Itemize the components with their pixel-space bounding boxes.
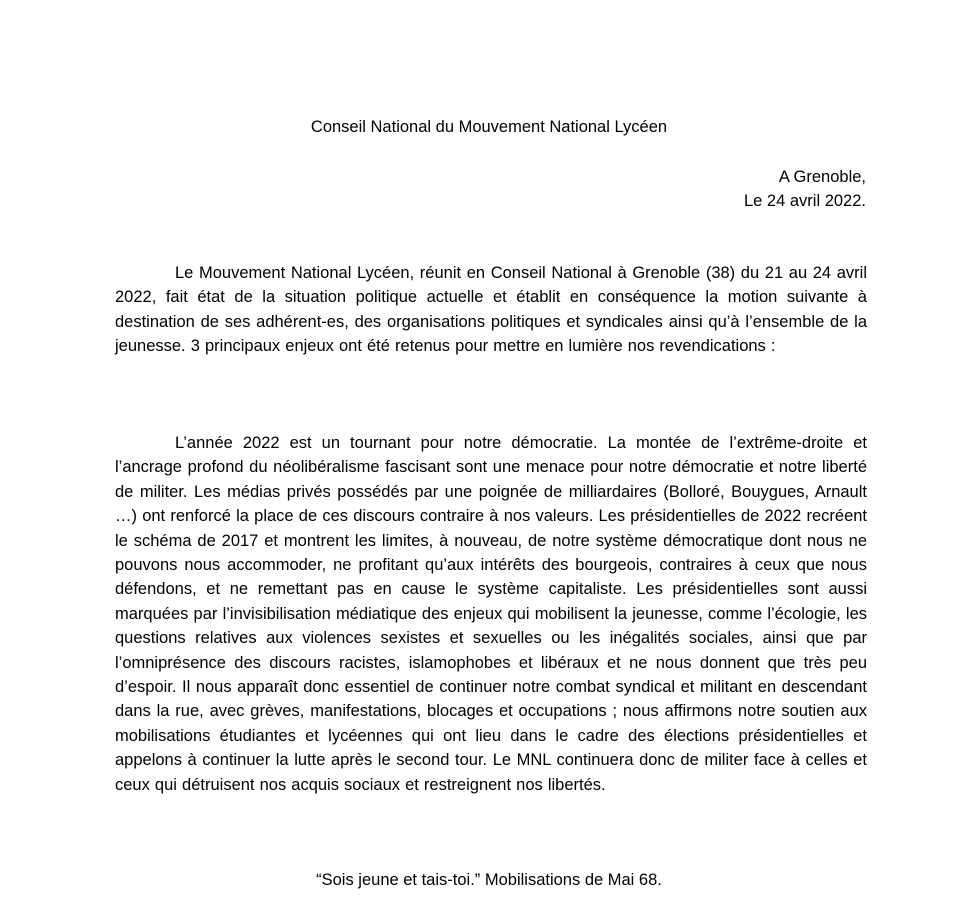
footer-quote: “Sois jeune et tais-toi.” Mobilisations de Mai 68. <box>316 871 662 889</box>
paragraph-intro: Le Mouvement National Lycéen, réunit en Conseil National à Grenoble (38) du 21 au 24 avril 2022, fait état de la situation politique actuelle et établit en conséquence la motion suivante à destination de ses adhérent-es, des organisations politiques et syndicales ainsi qu’à l’ensemble de la jeunesse. 3 principaux enjeux ont été retenus pour mettre en lumière nos revendications : <box>115 264 867 356</box>
document-title: Conseil National du Mouvement National Lycéen <box>310 118 668 136</box>
paragraph-main: L’année 2022 est un tournant pour notre démocratie. La montée de l’extrême-droite et l’ancrage profond du néolibéralisme fascisant sont une menace pour notre démocratie et notre liberté de militer. Les médias privés possédés par une poignée de milliardaires (Bolloré, Bouygues, Arnault …) ont renforcé la place de ces discours contraire à nos valeurs. Les présidentielles de 2022 recréent le schéma de 2017 et montrent les limites, à nouveau, de notre système démocratique dont nous ne pouvons nous accommoder, ne profitant qu’aux intérêts des bourgeois, contraires à ceux que nous défendons, et ne remettant pas en cause le système capitaliste. Les présidentielles sont aussi marquées par l’invisibilisation médiatique des enjeux qui mobilisent la jeunesse, comme l’écologie, les questions relatives aux violences sexistes et sexuelles ou les inégalités sociales, ainsi que par l’omniprésence des discours racistes, islamophobes et libéraux et ne nous donnent que très peu d’espoir. Il nous apparaît donc essentiel de continuer notre combat syndical et militant en descendant dans la rue, avec grèves, manifestations, blocages et occupations ; nous affirmons notre soutien aux mobilisations étudiantes et lycéennes qui ont lieu dans le cadre des élections présidentielles et appelons à continuer la lutte après le second tour. Le MNL continuera donc de militer face à celles et ceux qui détruisent nos acquis sociaux et restreignent nos libertés. <box>115 434 867 794</box>
date-line: Le 24 avril 2022. <box>743 192 866 211</box>
location-line: A Grenoble, <box>778 168 866 186</box>
dateline <box>744 165 866 214</box>
